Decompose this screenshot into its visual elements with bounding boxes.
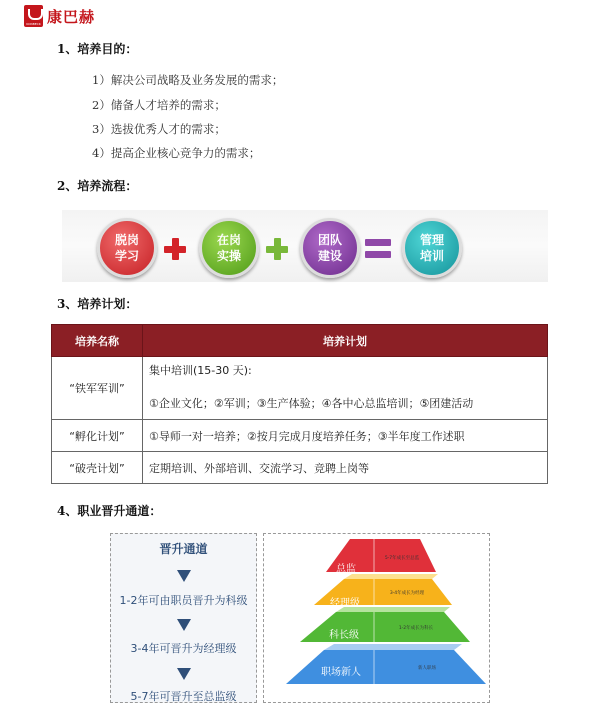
table-row xyxy=(52,357,548,420)
table-header-row xyxy=(52,325,548,357)
promotion-step-3: 5-7年可晋升至总监级 xyxy=(130,690,237,703)
column-header-name: 培养名称 xyxy=(52,325,143,357)
goal-item-3: 3）选拔优秀人才的需求； xyxy=(92,122,226,136)
pyramid-note-director: 5-7年成长至总监 xyxy=(384,556,420,561)
flow-step-onjob-practice: 在岗 实操 xyxy=(199,218,259,278)
table-row xyxy=(52,420,548,452)
plan-content-cell xyxy=(143,357,548,420)
table-row xyxy=(52,452,548,484)
company-logo xyxy=(24,5,95,27)
section1-heading: 1、培养目的： xyxy=(57,42,138,56)
plan-name-cell: “孵化计划” xyxy=(52,420,143,452)
section4-heading: 4、职业晋升通道： xyxy=(57,504,162,518)
brand-name: 康巴赫 xyxy=(47,7,96,26)
section2-heading: 2、培养流程： xyxy=(57,179,138,193)
logo-badge-text: KONBECK xyxy=(26,22,41,26)
flow-step-offjob-study: 脱岗 学习 xyxy=(97,218,157,278)
arrow-down-icon xyxy=(177,619,191,631)
training-flow-diagram xyxy=(62,210,548,282)
plus-icon xyxy=(164,238,186,260)
plus-icon xyxy=(266,238,288,260)
plan-content-line: 集中培训(15-30 天): xyxy=(149,363,252,377)
goal-item-4: 4）提高企业核心竞争力的需求； xyxy=(92,146,261,160)
column-header-plan: 培养计划 xyxy=(143,325,548,357)
arrow-down-icon xyxy=(177,668,191,680)
pyramid-note-manager: 3-4年成长为经理 xyxy=(389,591,425,596)
pyramid-label-newcomer: 职场新人 xyxy=(321,667,361,678)
career-pyramid-panel xyxy=(263,533,490,703)
section3-heading: 3、培养计划： xyxy=(57,297,138,311)
plan-name-cell: “破壳计划” xyxy=(52,452,143,484)
pyramid-label-manager: 经理级 xyxy=(330,598,360,609)
logo-badge-icon xyxy=(24,5,43,27)
goal-item-2: 2）储备人才培养的需求； xyxy=(92,98,226,112)
promotion-step-1: 1-2年可由职员晋升为科级 xyxy=(119,594,248,607)
pyramid-note-newcomer: 新人职场 xyxy=(418,666,436,671)
pyramid-label-section-chief: 科长级 xyxy=(329,630,359,641)
flow-step-team-building: 团队 建设 xyxy=(300,218,360,278)
equals-icon xyxy=(365,239,391,259)
promotion-channel-panel xyxy=(110,533,257,703)
promotion-title: 晋升通道 xyxy=(159,542,208,556)
plan-content-cell: 定期培训、外部培训、交流学习、竞聘上岗等 xyxy=(143,452,548,484)
plan-content-cell: ①导师一对一培养；②按月完成月度培养任务；③半年度工作述职 xyxy=(143,420,548,452)
plan-name-cell: “铁军军训” xyxy=(52,357,143,420)
flow-step-management-training: 管理 培训 xyxy=(402,218,462,278)
promotion-step-2: 3-4年可晋升为经理级 xyxy=(130,642,237,655)
goal-item-1: 1）解决公司战略及业务发展的需求； xyxy=(92,73,284,87)
plan-content-line: ①企业文化；②军训；③生产体验；④各中心总监培训；⑤团建活动 xyxy=(149,396,474,410)
pyramid-note-section-chief: 1-2年成长为科长 xyxy=(398,626,434,631)
training-plan-table xyxy=(51,324,548,484)
arrow-down-icon xyxy=(177,570,191,582)
pyramid-label-director: 总监 xyxy=(336,564,356,575)
